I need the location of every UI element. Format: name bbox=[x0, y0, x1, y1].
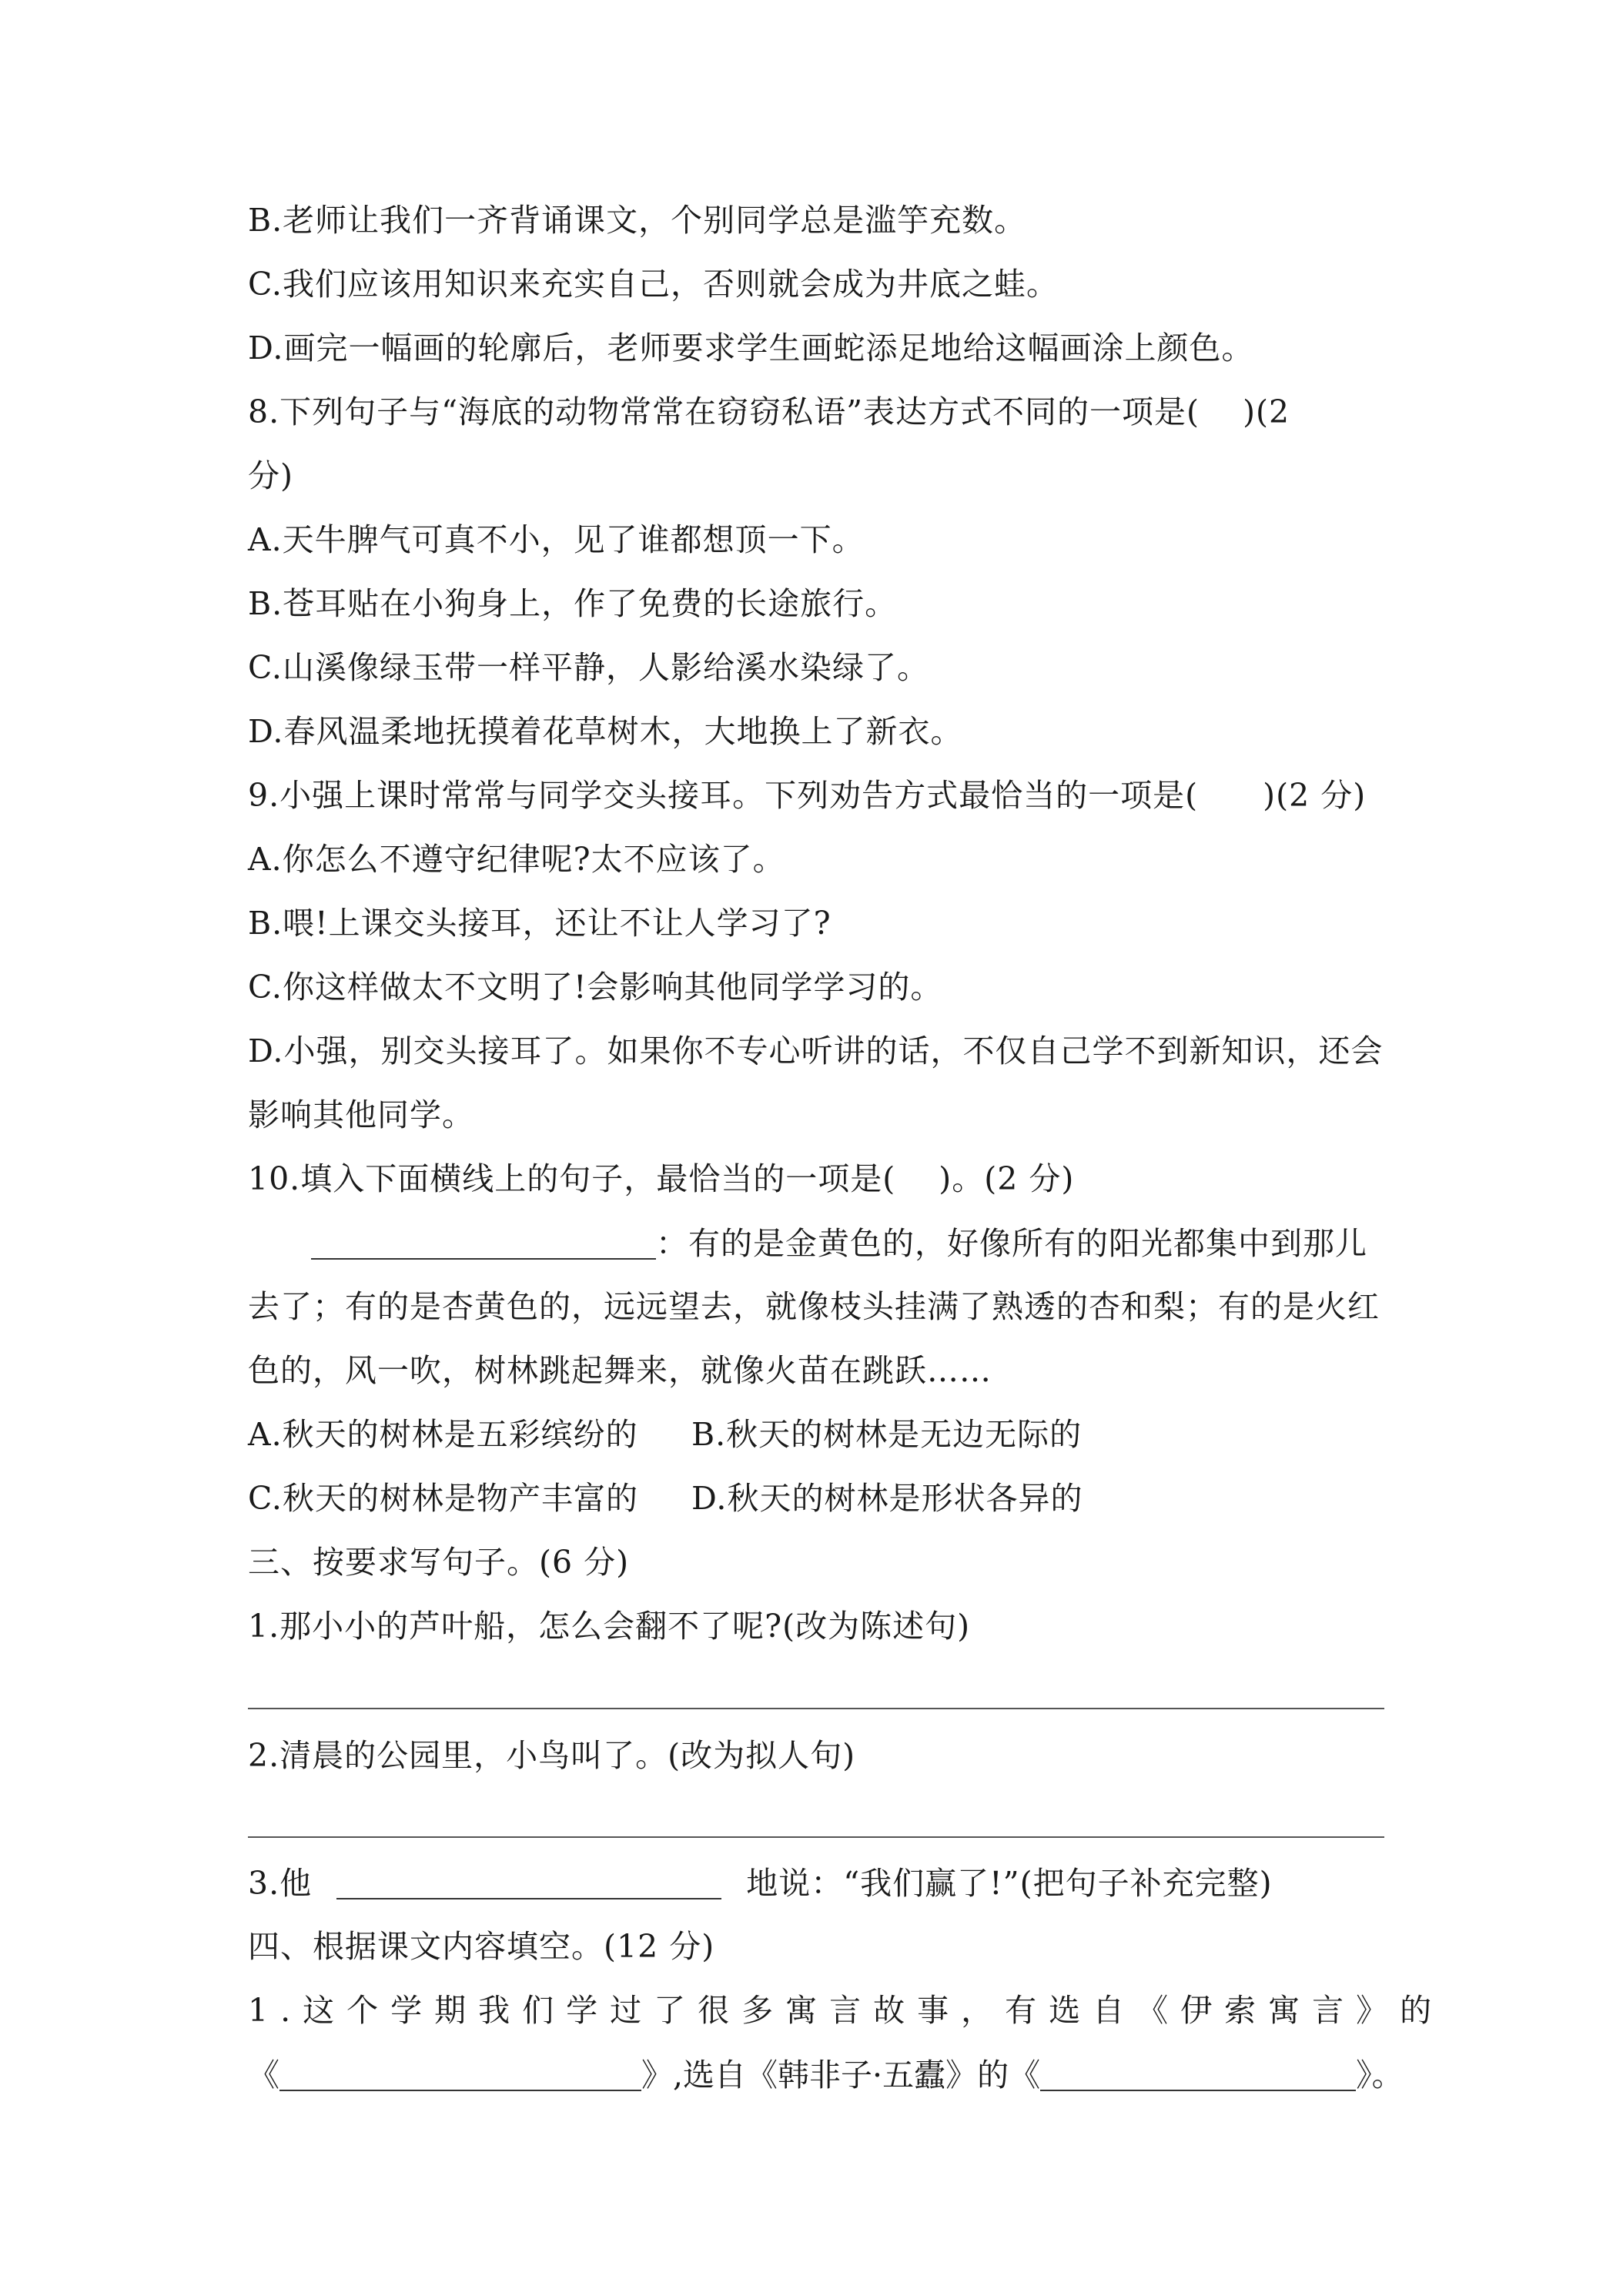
section3-q3-suffix: 地说：“我们赢了!”(把句子补充完整) bbox=[746, 1865, 1273, 1902]
section3-title: 三、按要求写句子。(6 分) bbox=[248, 1544, 630, 1581]
section3-q1-answer-line[interactable] bbox=[248, 1708, 1384, 1709]
section4-q1-line1: 1.这个学期我们学过了很多寓言故事，有选自《伊索寓言》的 bbox=[248, 1992, 1444, 2029]
q10-option-b: B.秋天的树林是无边无际的 bbox=[691, 1416, 1083, 1453]
bracket-close: 》。 bbox=[1356, 2057, 1404, 2094]
section3-q2-answer-line[interactable] bbox=[248, 1836, 1384, 1838]
q10-answer-blank[interactable] bbox=[311, 1227, 656, 1260]
section3-q3-prefix: 3.他 bbox=[248, 1865, 313, 1902]
q8-stem: 8.下列句子与“海底的动物常常在窃窃私语”表达方式不同的一项是( )(2 bbox=[248, 393, 1290, 430]
q10-passage-line2: 去了；有的是杏黄色的，远远望去，就像枝头挂满了熟透的杏和梨；有的是火红 bbox=[248, 1288, 1380, 1325]
q9-option-d-cont: 影响其他同学。 bbox=[248, 1096, 474, 1133]
q7-option-b: B.老师让我们一齐背诵课文，个别同学总是滥竽充数。 bbox=[248, 202, 1027, 239]
section4-q1-line2 bbox=[248, 2057, 1404, 2094]
q10-passage-line1 bbox=[311, 1227, 1367, 1260]
section4-q1-mid: 》,选自《韩非子·五蠹》的《 bbox=[641, 2057, 1041, 2094]
q8-stem-cont: 分) bbox=[248, 457, 293, 494]
q10-stem: 10.填入下面横线上的句子，最恰当的一项是( )。(2 分) bbox=[248, 1160, 1075, 1197]
q8-option-a: A.天牛脾气可真不小，见了谁都想顶一下。 bbox=[248, 521, 865, 558]
section3-q3-blank[interactable] bbox=[336, 1867, 721, 1899]
q9-option-d: D.小强，别交头接耳了。如果你不专心听讲的话，不仅自己学不到新知识，还会 bbox=[248, 1033, 1384, 1069]
q7-option-c: C.我们应该用知识来充实自己，否则就会成为井底之蛙。 bbox=[248, 266, 1059, 303]
q10-passage-line3: 色的，风一吹，树林跳起舞来，就像火苗在跳跃…… bbox=[248, 1352, 992, 1389]
q10-option-a: A.秋天的树林是五彩缤纷的 bbox=[248, 1416, 638, 1453]
q9-option-c: C.你这样做太不文明了!会影响其他同学学习的。 bbox=[248, 969, 943, 1006]
section4-title: 四、根据课文内容填空。(12 分) bbox=[248, 1928, 715, 1965]
q10-option-d: D.秋天的树林是形状各异的 bbox=[691, 1480, 1083, 1517]
q8-option-b: B.苍耳贴在小狗身上，作了免费的长途旅行。 bbox=[248, 585, 898, 622]
section4-q1-blank-hanfeizi[interactable] bbox=[1040, 2059, 1356, 2091]
q8-option-c: C.山溪像绿玉带一样平静，人影给溪水染绿了。 bbox=[248, 649, 929, 686]
q7-option-d: D.画完一幅画的轮廓后，老师要求学生画蛇添足地给这幅画涂上颜色。 bbox=[248, 330, 1254, 366]
section3-q2: 2.清晨的公园里，小鸟叫了。(改为拟人句) bbox=[248, 1737, 856, 1774]
q8-option-d: D.春风温柔地抚摸着花草树木，大地换上了新衣。 bbox=[248, 713, 963, 750]
q10-passage-text: ：有的是金黄色的，好像所有的阳光都集中到那儿 bbox=[656, 1225, 1367, 1262]
section4-q1-blank-aesop[interactable] bbox=[279, 2059, 641, 2091]
section3-q1: 1.那小小的芦叶船，怎么会翻不了呢?(改为陈述句) bbox=[248, 1608, 971, 1645]
bracket-open: 《 bbox=[248, 2057, 279, 2094]
q9-option-a: A.你怎么不遵守纪律呢?太不应该了。 bbox=[248, 841, 785, 878]
section3-q3 bbox=[248, 1865, 1273, 1902]
q9-option-b: B.喂!上课交头接耳，还让不让人学习了? bbox=[248, 905, 832, 942]
q10-option-c: C.秋天的树林是物产丰富的 bbox=[248, 1480, 638, 1517]
q9-stem: 9.小强上课时常常与同学交头接耳。下列劝告方式最恰当的一项是( )(2 分) bbox=[248, 777, 1367, 814]
